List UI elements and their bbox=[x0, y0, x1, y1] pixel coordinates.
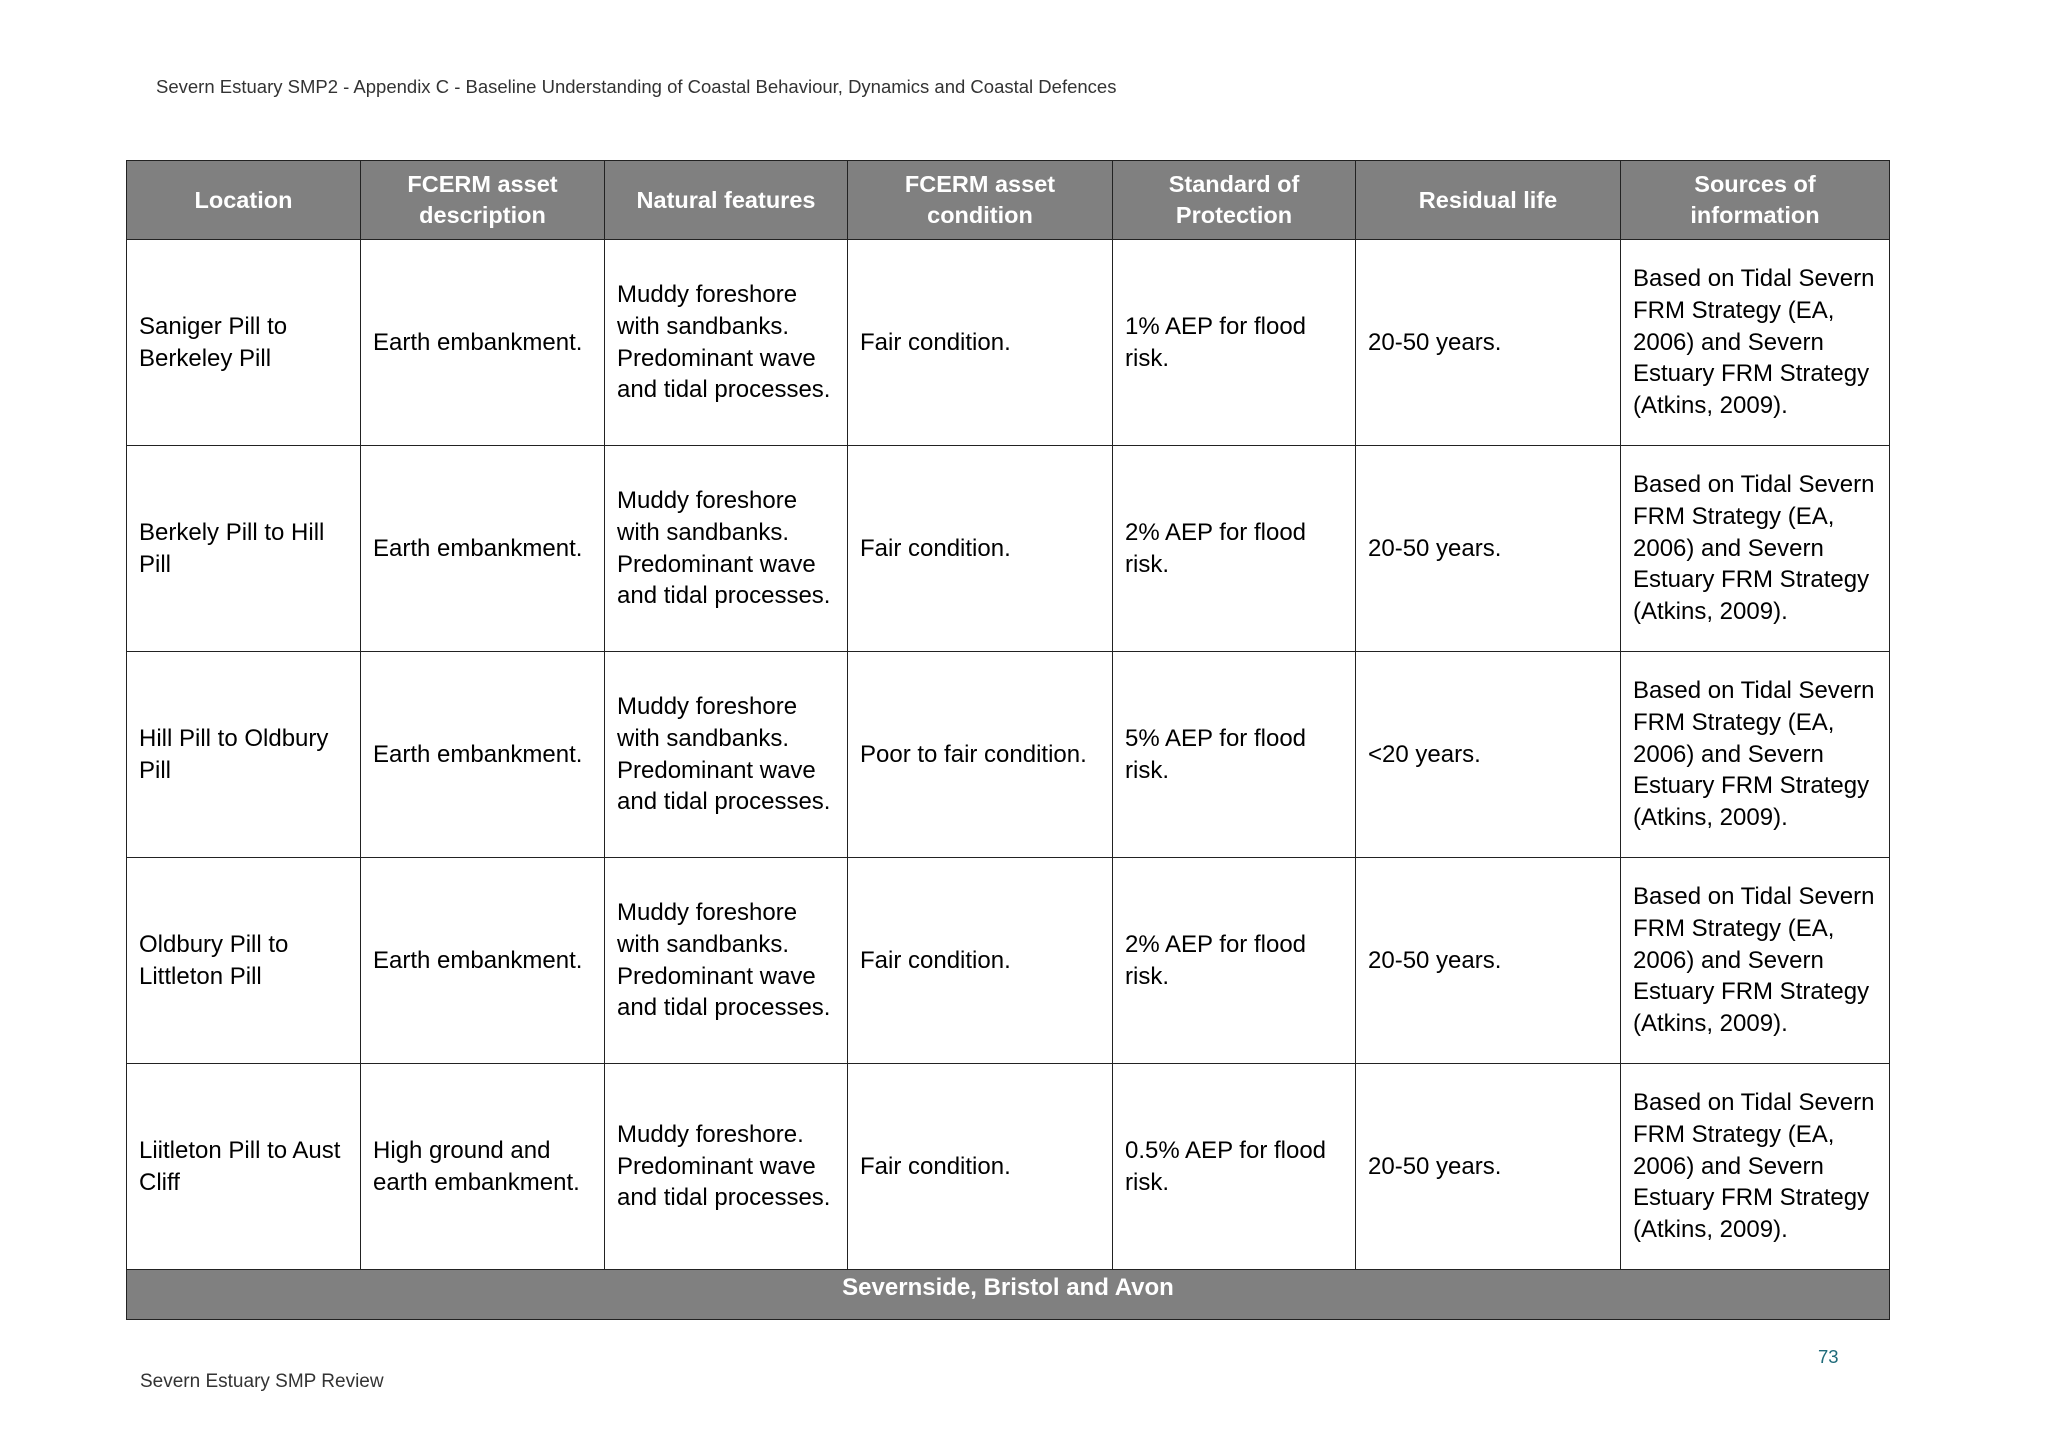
cell-residual-life: 20-50 years. bbox=[1356, 858, 1621, 1064]
running-header: Severn Estuary SMP2 - Appendix C - Baseline Understanding of Coastal Behaviour, Dynamics and Coastal Defences bbox=[156, 76, 1117, 97]
cell-standard-of-protection: 1% AEP for flood risk. bbox=[1113, 240, 1356, 446]
section-heading: Severnside, Bristol and Avon bbox=[127, 1270, 1890, 1320]
column-header-sources: Sources of information bbox=[1621, 161, 1890, 240]
column-header-asset-description: FCERM asset description bbox=[361, 161, 605, 240]
table-row bbox=[127, 1064, 1890, 1270]
table-row bbox=[127, 240, 1890, 446]
cell-standard-of-protection: 0.5% AEP for flood risk. bbox=[1113, 1064, 1356, 1270]
page-number: 73 bbox=[1818, 1346, 1839, 1367]
cell-sources: Based on Tidal Severn FRM Strategy (EA, 2006) and Severn Estuary FRM Strategy (Atkins, 2009). bbox=[1621, 858, 1890, 1064]
table-row bbox=[127, 858, 1890, 1064]
column-header-residual-life: Residual life bbox=[1356, 161, 1621, 240]
cell-residual-life: 20-50 years. bbox=[1356, 1064, 1621, 1270]
cell-natural-features: Muddy foreshore with sandbanks. Predominant wave and tidal processes. bbox=[605, 858, 848, 1064]
cell-asset-condition: Poor to fair condition. bbox=[848, 652, 1113, 858]
cell-location: Liitleton Pill to Aust Cliff bbox=[127, 1064, 361, 1270]
cell-location: Saniger Pill to Berkeley Pill bbox=[127, 240, 361, 446]
cell-sources: Based on Tidal Severn FRM Strategy (EA, 2006) and Severn Estuary FRM Strategy (Atkins, 2009). bbox=[1621, 652, 1890, 858]
column-header-natural-features: Natural features bbox=[605, 161, 848, 240]
table-row bbox=[127, 652, 1890, 858]
cell-sources: Based on Tidal Severn FRM Strategy (EA, 2006) and Severn Estuary FRM Strategy (Atkins, 2009). bbox=[1621, 446, 1890, 652]
cell-asset-condition: Fair condition. bbox=[848, 1064, 1113, 1270]
column-header-asset-condition: FCERM asset condition bbox=[848, 161, 1113, 240]
cell-sources: Based on Tidal Severn FRM Strategy (EA, 2006) and Severn Estuary FRM Strategy (Atkins, 2009). bbox=[1621, 240, 1890, 446]
cell-natural-features: Muddy foreshore with sandbanks. Predominant wave and tidal processes. bbox=[605, 446, 848, 652]
cell-asset-description: Earth embankment. bbox=[361, 446, 605, 652]
cell-residual-life: <20 years. bbox=[1356, 652, 1621, 858]
cell-natural-features: Muddy foreshore with sandbanks. Predominant wave and tidal processes. bbox=[605, 652, 848, 858]
cell-asset-condition: Fair condition. bbox=[848, 858, 1113, 1064]
column-header-location: Location bbox=[127, 161, 361, 240]
cell-residual-life: 20-50 years. bbox=[1356, 240, 1621, 446]
cell-natural-features: Muddy foreshore. Predominant wave and tidal processes. bbox=[605, 1064, 848, 1270]
cell-location: Oldbury Pill to Littleton Pill bbox=[127, 858, 361, 1064]
table-header-row bbox=[127, 161, 1890, 240]
cell-residual-life: 20-50 years. bbox=[1356, 446, 1621, 652]
cell-standard-of-protection: 2% AEP for flood risk. bbox=[1113, 446, 1356, 652]
table-row bbox=[127, 446, 1890, 652]
section-heading-row bbox=[127, 1270, 1890, 1320]
cell-asset-condition: Fair condition. bbox=[848, 240, 1113, 446]
cell-asset-description: Earth embankment. bbox=[361, 240, 605, 446]
column-header-standard-of-protection: Standard of Protection bbox=[1113, 161, 1356, 240]
defences-table bbox=[126, 160, 1890, 1320]
cell-location: Hill Pill to Oldbury Pill bbox=[127, 652, 361, 858]
cell-standard-of-protection: 2% AEP for flood risk. bbox=[1113, 858, 1356, 1064]
running-footer: Severn Estuary SMP Review bbox=[140, 1371, 384, 1392]
cell-location: Berkely Pill to Hill Pill bbox=[127, 446, 361, 652]
cell-asset-description: High ground and earth embankment. bbox=[361, 1064, 605, 1270]
cell-asset-description: Earth embankment. bbox=[361, 858, 605, 1064]
cell-standard-of-protection: 5% AEP for flood risk. bbox=[1113, 652, 1356, 858]
cell-asset-condition: Fair condition. bbox=[848, 446, 1113, 652]
cell-sources: Based on Tidal Severn FRM Strategy (EA, 2006) and Severn Estuary FRM Strategy (Atkins, 2009). bbox=[1621, 1064, 1890, 1270]
cell-asset-description: Earth embankment. bbox=[361, 652, 605, 858]
cell-natural-features: Muddy foreshore with sandbanks. Predominant wave and tidal processes. bbox=[605, 240, 848, 446]
